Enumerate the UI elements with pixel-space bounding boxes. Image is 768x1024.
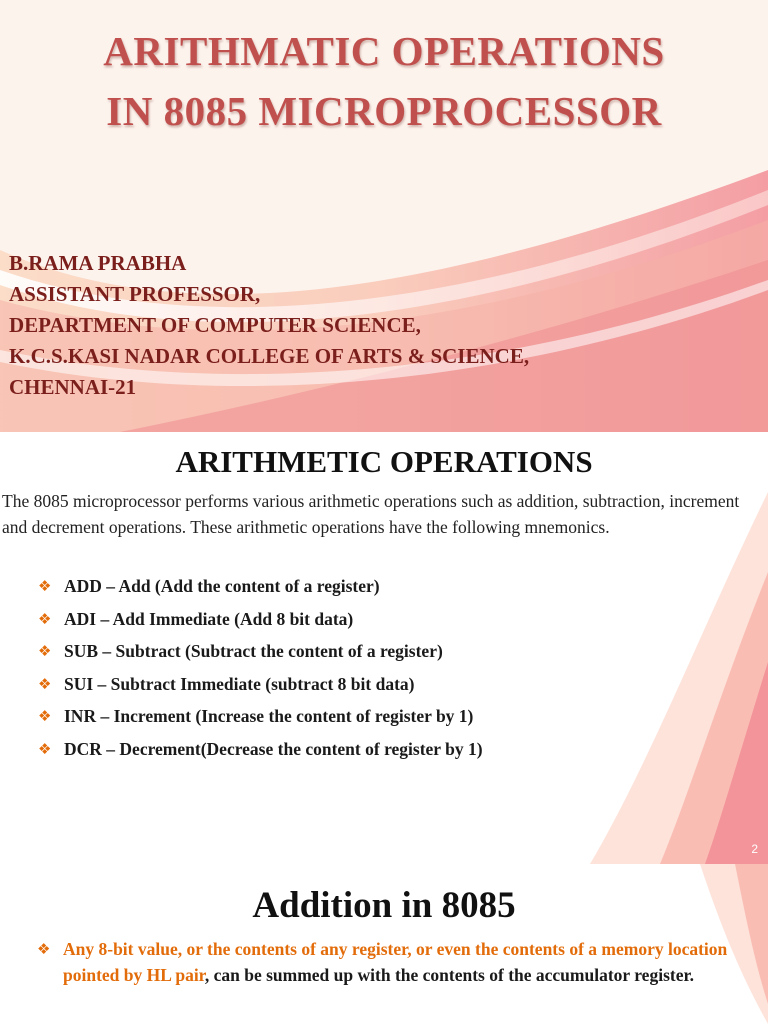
title-slide	[0, 0, 768, 432]
slide-heading: ARITHMETIC OPERATIONS	[175, 444, 593, 479]
mnemonics-list	[38, 570, 483, 765]
slide-heading: Addition in 8085	[252, 885, 516, 926]
list-item: ❖ DCR – Decrement(Decrease the content of register by 1)	[38, 733, 483, 766]
diamond-bullet-icon: ❖	[38, 739, 52, 758]
diamond-bullet-icon: ❖	[38, 642, 52, 660]
page-number: 2	[751, 842, 758, 856]
list-item: ❖ ADD – Add (Add the content of a register)	[38, 570, 483, 603]
diamond-bullet-icon: ❖	[38, 674, 52, 693]
list-item: ❖ INR – Increment (Increase the content of register by 1)	[38, 700, 483, 733]
author-college: K.C.S.KASI NADAR COLLEGE OF ARTS & SCIENCE,	[9, 344, 530, 368]
addition-bullet	[37, 936, 737, 988]
author-city: CHENNAI-21	[9, 375, 137, 399]
slide-title-line-1: ARITHMATIC OPERATIONS	[103, 28, 665, 74]
addition-slide	[0, 864, 768, 1024]
arithmetic-operations-slide	[0, 432, 768, 864]
highlighted-text: Any 8-bit value, or the contents of any register, or even the contents of a memory location pointed by HL pair	[63, 939, 728, 985]
author-designation: ASSISTANT PROFESSOR,	[9, 282, 261, 306]
diamond-bullet-icon: ❖	[38, 577, 52, 595]
bullet-text: , can be summed up with the contents of the accumulator register.	[204, 965, 695, 985]
author-block	[9, 248, 529, 403]
list-item: ❖ ADI – Add Immediate (Add 8 bit data)	[38, 603, 483, 636]
list-item: ❖ SUB – Subtract (Subtract the content of a register)	[38, 635, 483, 668]
list-item: ❖ SUI – Subtract Immediate (subtract 8 bit data)	[38, 668, 483, 701]
diamond-bullet-icon: ❖	[38, 707, 52, 725]
diamond-bullet-icon: ❖	[38, 609, 52, 628]
intro-paragraph: The 8085 microprocessor performs various arithmetic operations such as addition, subtraction, increment and decrement operations. These arithmetic operations have the following mnemonics.	[2, 491, 740, 537]
diamond-bullet-icon: ❖	[37, 940, 51, 958]
slide-title-line-2: IN 8085 MICROPROCESSOR	[106, 88, 662, 134]
author-department: DEPARTMENT OF COMPUTER SCIENCE,	[9, 313, 421, 337]
author-name: B.RAMA PRABHA	[9, 251, 187, 275]
